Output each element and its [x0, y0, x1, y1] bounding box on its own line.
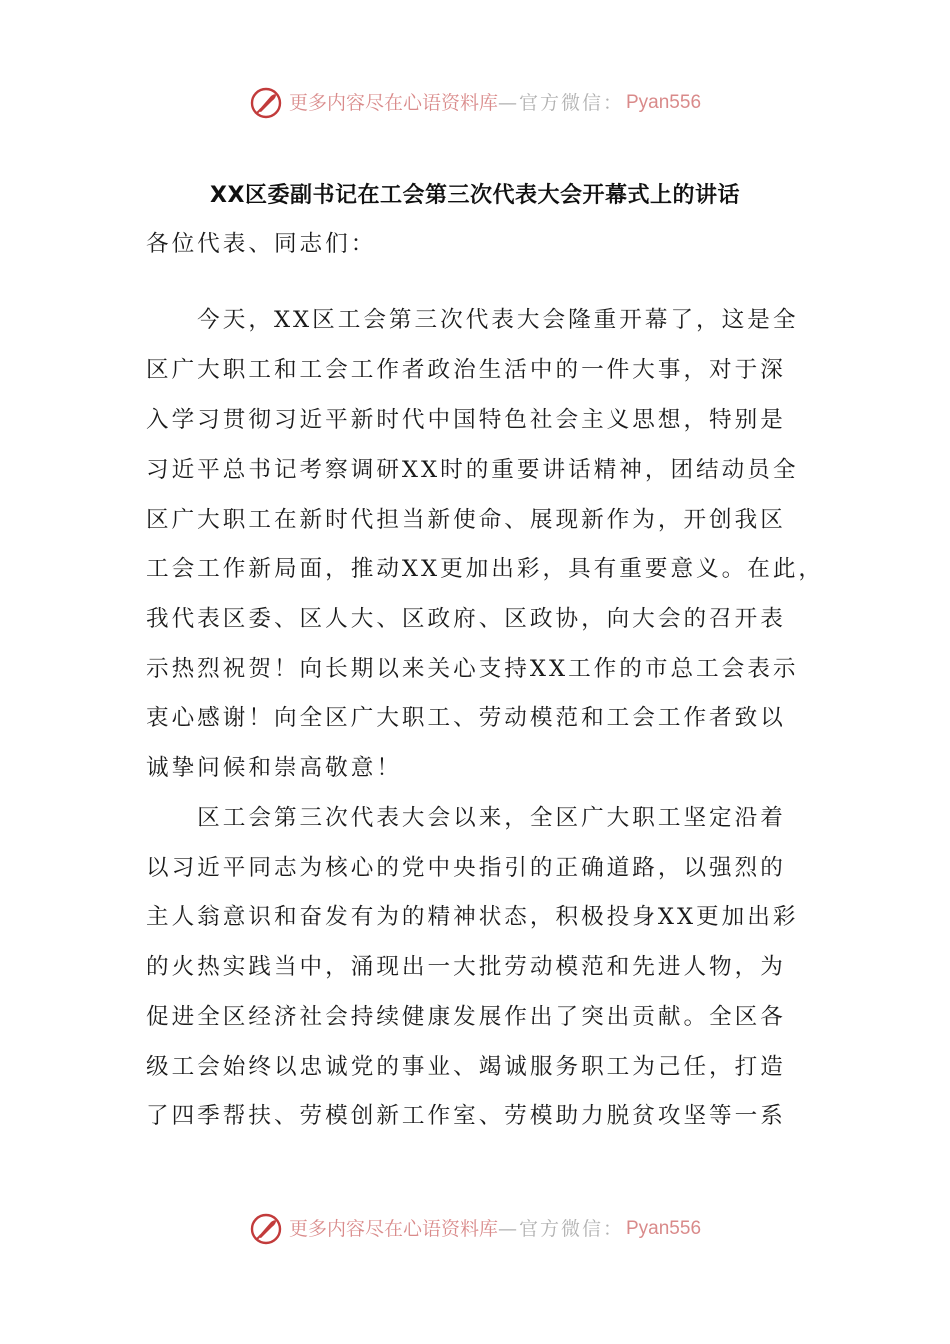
watermark-brand: 更多内容尽在心语资料库 — [288, 92, 498, 114]
header-watermark — [0, 86, 950, 120]
quill-logo-icon — [249, 1212, 283, 1246]
text-line: 入学习贯彻习近平新时代中国特色社会主义思想，特别是 — [146, 407, 786, 433]
text-line: 区工会第三次代表大会以来，全区广大职工坚定沿着 — [146, 805, 786, 831]
text-line: 级工会始终以忠诚党的事业、竭诚服务职工为己任，打造 — [146, 1054, 786, 1080]
text-line: 促进全区经济社会持续健康发展作出了突出贡献。全区各 — [146, 1004, 786, 1030]
watermark-brand: 更多内容尽在心语资料库 — [288, 1218, 498, 1240]
text-line: 区广大职工和工会工作者政治生活中的一件大事，对于深 — [146, 357, 786, 383]
text-line: 工会工作新局面，推动XX更加出彩，具有重要意义。在此， — [146, 556, 825, 582]
footer-watermark — [0, 1212, 950, 1246]
watermark-account: Pyan556 — [626, 92, 702, 113]
text-line: 今天，XX区工会第三次代表大会隆重开幕了，这是全 — [146, 307, 799, 333]
text-line: 的火热实践当中，涌现出一大批劳动模范和先进人物，为 — [146, 954, 786, 980]
salutation: 各位代表、同志们： — [146, 231, 377, 257]
text-line: 我代表区委、区人大、区政府、区政协，向大会的召开表 — [146, 606, 786, 632]
document-title: XX区委副书记在工会第三次代表大会开幕式上的讲话 — [210, 183, 740, 208]
watermark-separator: —官方微信： — [497, 92, 624, 114]
text-line: 区广大职工在新时代担当新使命、展现新作为，开创我区 — [146, 507, 786, 533]
text-line: 诚挚问候和崇高敬意！ — [146, 755, 402, 781]
text-line: 习近平总书记考察调研XX时的重要讲话精神，团结动员全 — [146, 457, 799, 483]
text-line: 主人翁意识和奋发有为的精神状态，积极投身XX更加出彩 — [146, 904, 799, 930]
text-line: 了四季帮扶、劳模创新工作室、劳模助力脱贫攻坚等一系 — [146, 1103, 786, 1129]
text-line: 示热烈祝贺！向长期以来关心支持XX工作的市总工会表示 — [146, 656, 799, 682]
text-line: 衷心感谢！向全区广大职工、劳动模范和工会工作者致以 — [146, 705, 786, 731]
text-line: 以习近平同志为核心的党中央指引的正确道路，以强烈的 — [146, 855, 786, 881]
watermark-separator: —官方微信： — [497, 1218, 624, 1240]
watermark-account: Pyan556 — [626, 1218, 702, 1239]
quill-logo-icon — [249, 86, 283, 120]
